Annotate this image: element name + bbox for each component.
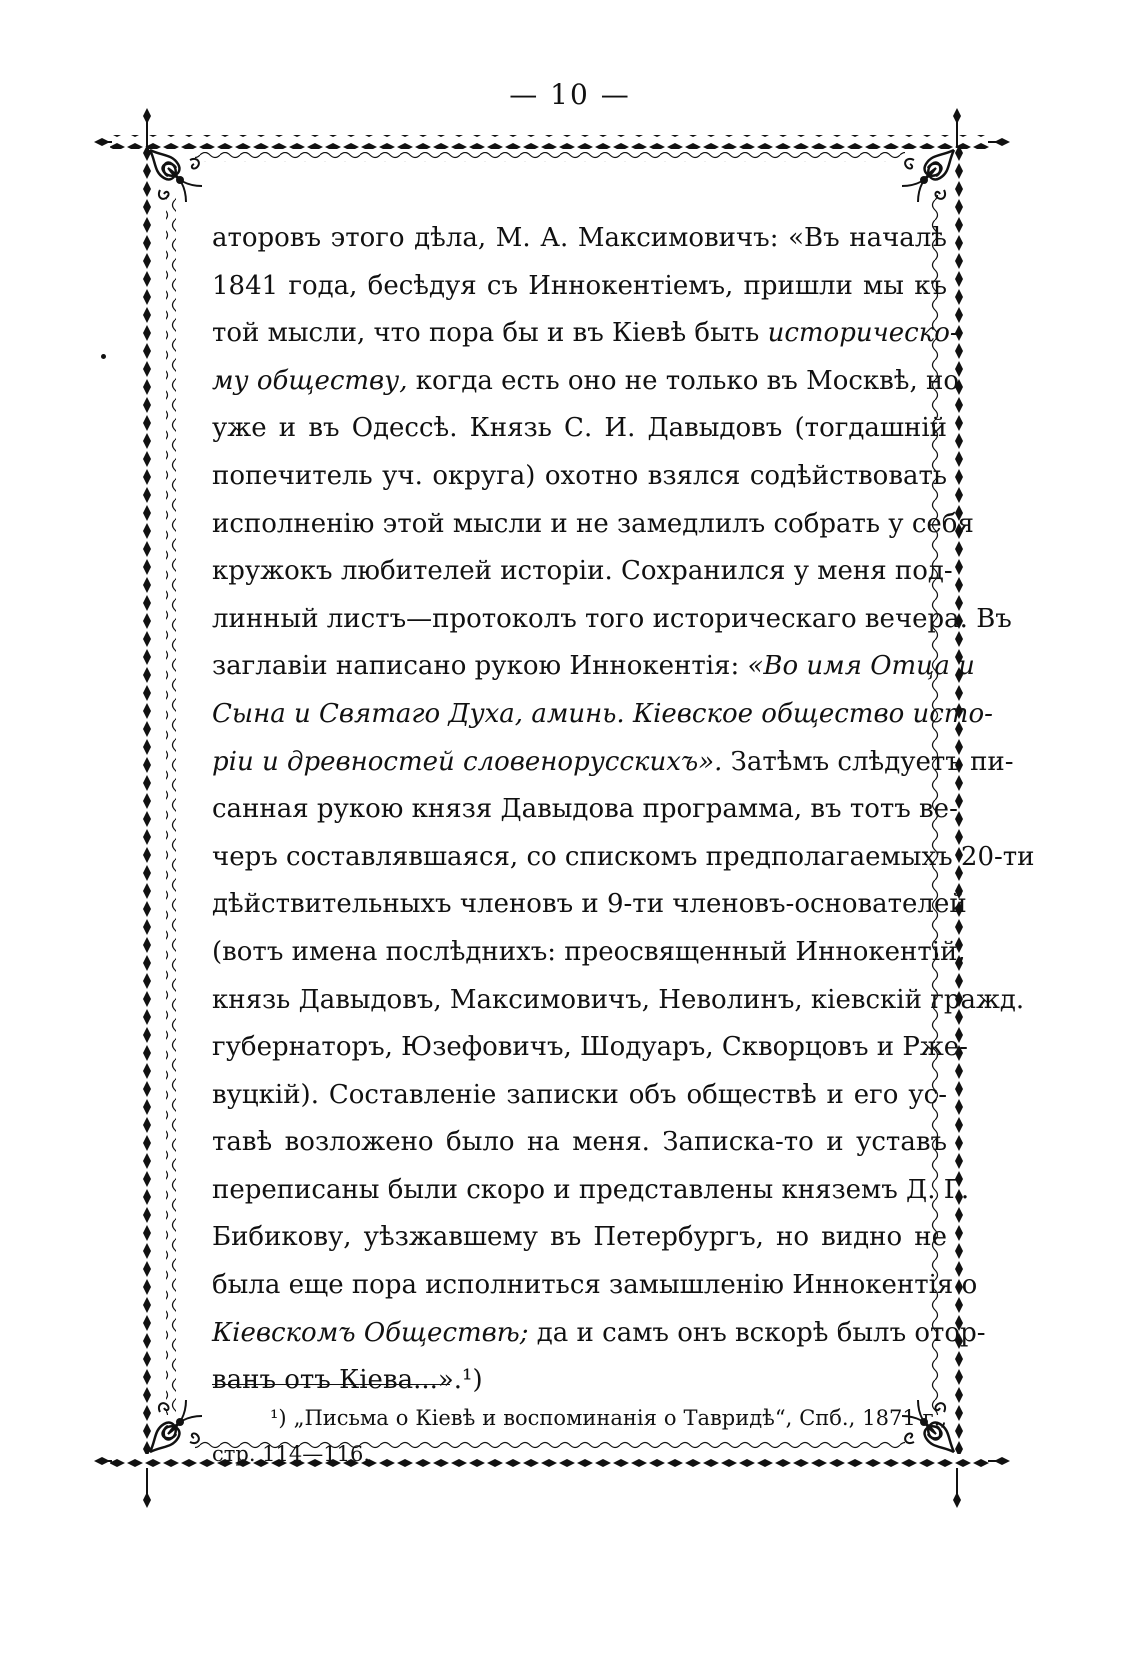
text-run: линный листъ—протоколъ того историческаго вечера. Въ [212, 603, 1012, 634]
text-line [212, 1072, 947, 1120]
text-run: попечитель уч. округа) охотно взялся содѣйствовать [212, 460, 947, 491]
text-line [212, 453, 947, 501]
ink-speck [101, 354, 106, 359]
text-run: когда есть оно не только въ Москвѣ, но [407, 365, 959, 396]
text-line [212, 1167, 970, 1215]
text-line [212, 405, 947, 453]
text-line [212, 929, 966, 977]
text-line [212, 1024, 968, 1072]
text-line [212, 643, 975, 691]
text-line [212, 215, 947, 263]
text-run: вуцкій). Составленіе записки объ обществѣ и его ус- [212, 1079, 947, 1110]
text-run: князь Давыдовъ, Максимовичъ, Неволинъ, кіевскій гражд. [212, 984, 1025, 1015]
text-run: кружокъ любителей исторіи. Сохранился у меня под- [212, 556, 953, 587]
text-run: переписаны были скоро и представлены княземъ Д. Г. [212, 1174, 970, 1205]
text-run: черъ составлявшаяся, со спискомъ предполагаемыхъ 20-ти [212, 841, 1035, 872]
text-line [212, 691, 993, 739]
text-line [212, 1119, 947, 1167]
footnote-line: ¹) „Письма о Кіевѣ и воспоминанія о Тавридѣ“, Спб., 1871 г., [270, 1406, 947, 1430]
text-line [212, 263, 947, 311]
text-run: да и самъ онъ вскорѣ былъ отор- [528, 1317, 986, 1348]
footnote-line: стр. 114—116. [212, 1442, 371, 1466]
text-line [212, 977, 1025, 1025]
body-text [212, 215, 1035, 1405]
text-run: той мысли, что пора бы и въ Кіевѣ быть [212, 318, 768, 349]
text-run: ванъ отъ Кіева...».¹) [212, 1365, 483, 1396]
text-line [212, 596, 1012, 644]
text-run: 1841 года, бесѣдуя съ Иннокентіемъ, пришли мы къ [212, 270, 947, 301]
text-line [212, 739, 1014, 787]
text-run: заглавіи написано рукою Иннокентія: [212, 651, 748, 682]
text-run: дѣйствительныхъ членовъ и 9-ти членовъ-основателей [212, 889, 967, 920]
text-run: исполненію этой мысли и не замедлилъ собрать у себя [212, 508, 974, 539]
italic-text: Кіевскомъ Обществѣ; [212, 1317, 529, 1348]
page-number: — 10 — [509, 78, 631, 111]
text-line [212, 786, 958, 834]
text-run: Затѣмъ слѣдуетъ пи- [722, 746, 1014, 777]
text-run: была еще пора исполниться замышленію Иннокентія о [212, 1270, 978, 1301]
text-run: Бибикову, уѣзжавшему въ Петербургъ, но видно не [212, 1222, 947, 1253]
text-line [212, 548, 953, 596]
footnote [212, 1400, 947, 1472]
italic-text: му обществу, [212, 365, 408, 396]
italic-text: Сына и Святаго Духа, аминь. Кіевское общество исто- [212, 698, 993, 729]
text-line [212, 358, 959, 406]
text-run: аторовъ этого дѣла, М. А. Максимовичъ: «Въ началѣ [212, 223, 947, 253]
text-run: (вотъ имена послѣднихъ: преосвященный Иннокентій, [212, 936, 966, 967]
text-line [212, 834, 1035, 882]
italic-text: «Во имя Отца и [747, 651, 975, 682]
text-run: санная рукою князя Давыдова программа, въ тотъ ве- [212, 794, 958, 825]
text-run: уже и въ Одессѣ. Князь С. И. Давыдовъ (тогдашній [212, 413, 947, 444]
text-line [212, 881, 967, 929]
text-line [212, 1357, 947, 1405]
italic-text: историческо- [767, 318, 959, 349]
text-line [212, 501, 974, 549]
text-line [212, 1310, 986, 1358]
text-line [212, 1262, 978, 1310]
text-line [212, 310, 959, 358]
text-run: тавѣ возложено было на меня. Записка-то и уставъ [212, 1127, 947, 1158]
text-run: губернаторъ, Юзефовичъ, Шодуаръ, Скворцовъ и Рже- [212, 1032, 968, 1063]
italic-text: ріи и древностей словенорусскихъ». [212, 746, 723, 777]
text-line [212, 1214, 947, 1262]
footnote-rule [212, 1384, 450, 1385]
